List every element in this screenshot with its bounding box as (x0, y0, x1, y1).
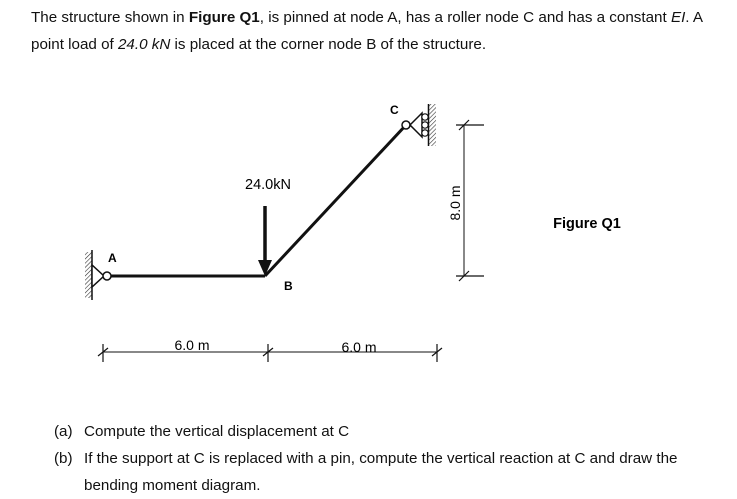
load-value: 24.0 kN (117, 36, 171, 53)
question-text: If the support at C is replaced with a pin, compute the vertical reaction at C and draw the bending moment diagram. (84, 450, 678, 494)
figure-reference: Figure Q1 (188, 9, 260, 26)
dimension-height: 8.0 m (447, 185, 463, 221)
intro-text-2: , is pinned at node A, has a roller node C and has a constant (259, 9, 671, 26)
roller-support-c (402, 104, 436, 146)
member-bc (265, 125, 406, 276)
question-list (54, 418, 724, 499)
intro-text-3: . A point load of (31, 9, 703, 53)
point-load-arrow (258, 206, 272, 276)
question-a (54, 418, 724, 445)
question-text: Compute the vertical displacement at C (84, 423, 350, 440)
figure-caption: Figure Q1 (553, 216, 621, 232)
load-label: 24.0kN (245, 177, 291, 193)
dimension-ab: 6.0 m (174, 337, 210, 353)
ei-symbol: EI (670, 9, 686, 26)
dimension-bc: 6.0 m (341, 339, 377, 355)
question-tag: (a) (54, 423, 73, 440)
node-label-c: C (390, 103, 399, 117)
question-b (54, 445, 724, 499)
horizontal-dimension (98, 344, 442, 362)
node-label-a: A (108, 251, 117, 265)
intro-text-4: is placed at the corner node B of the structure. (170, 36, 487, 53)
question-tag: (b) (54, 450, 73, 467)
node-label-b: B (284, 279, 293, 293)
intro-text-1: The structure shown in (31, 9, 189, 26)
